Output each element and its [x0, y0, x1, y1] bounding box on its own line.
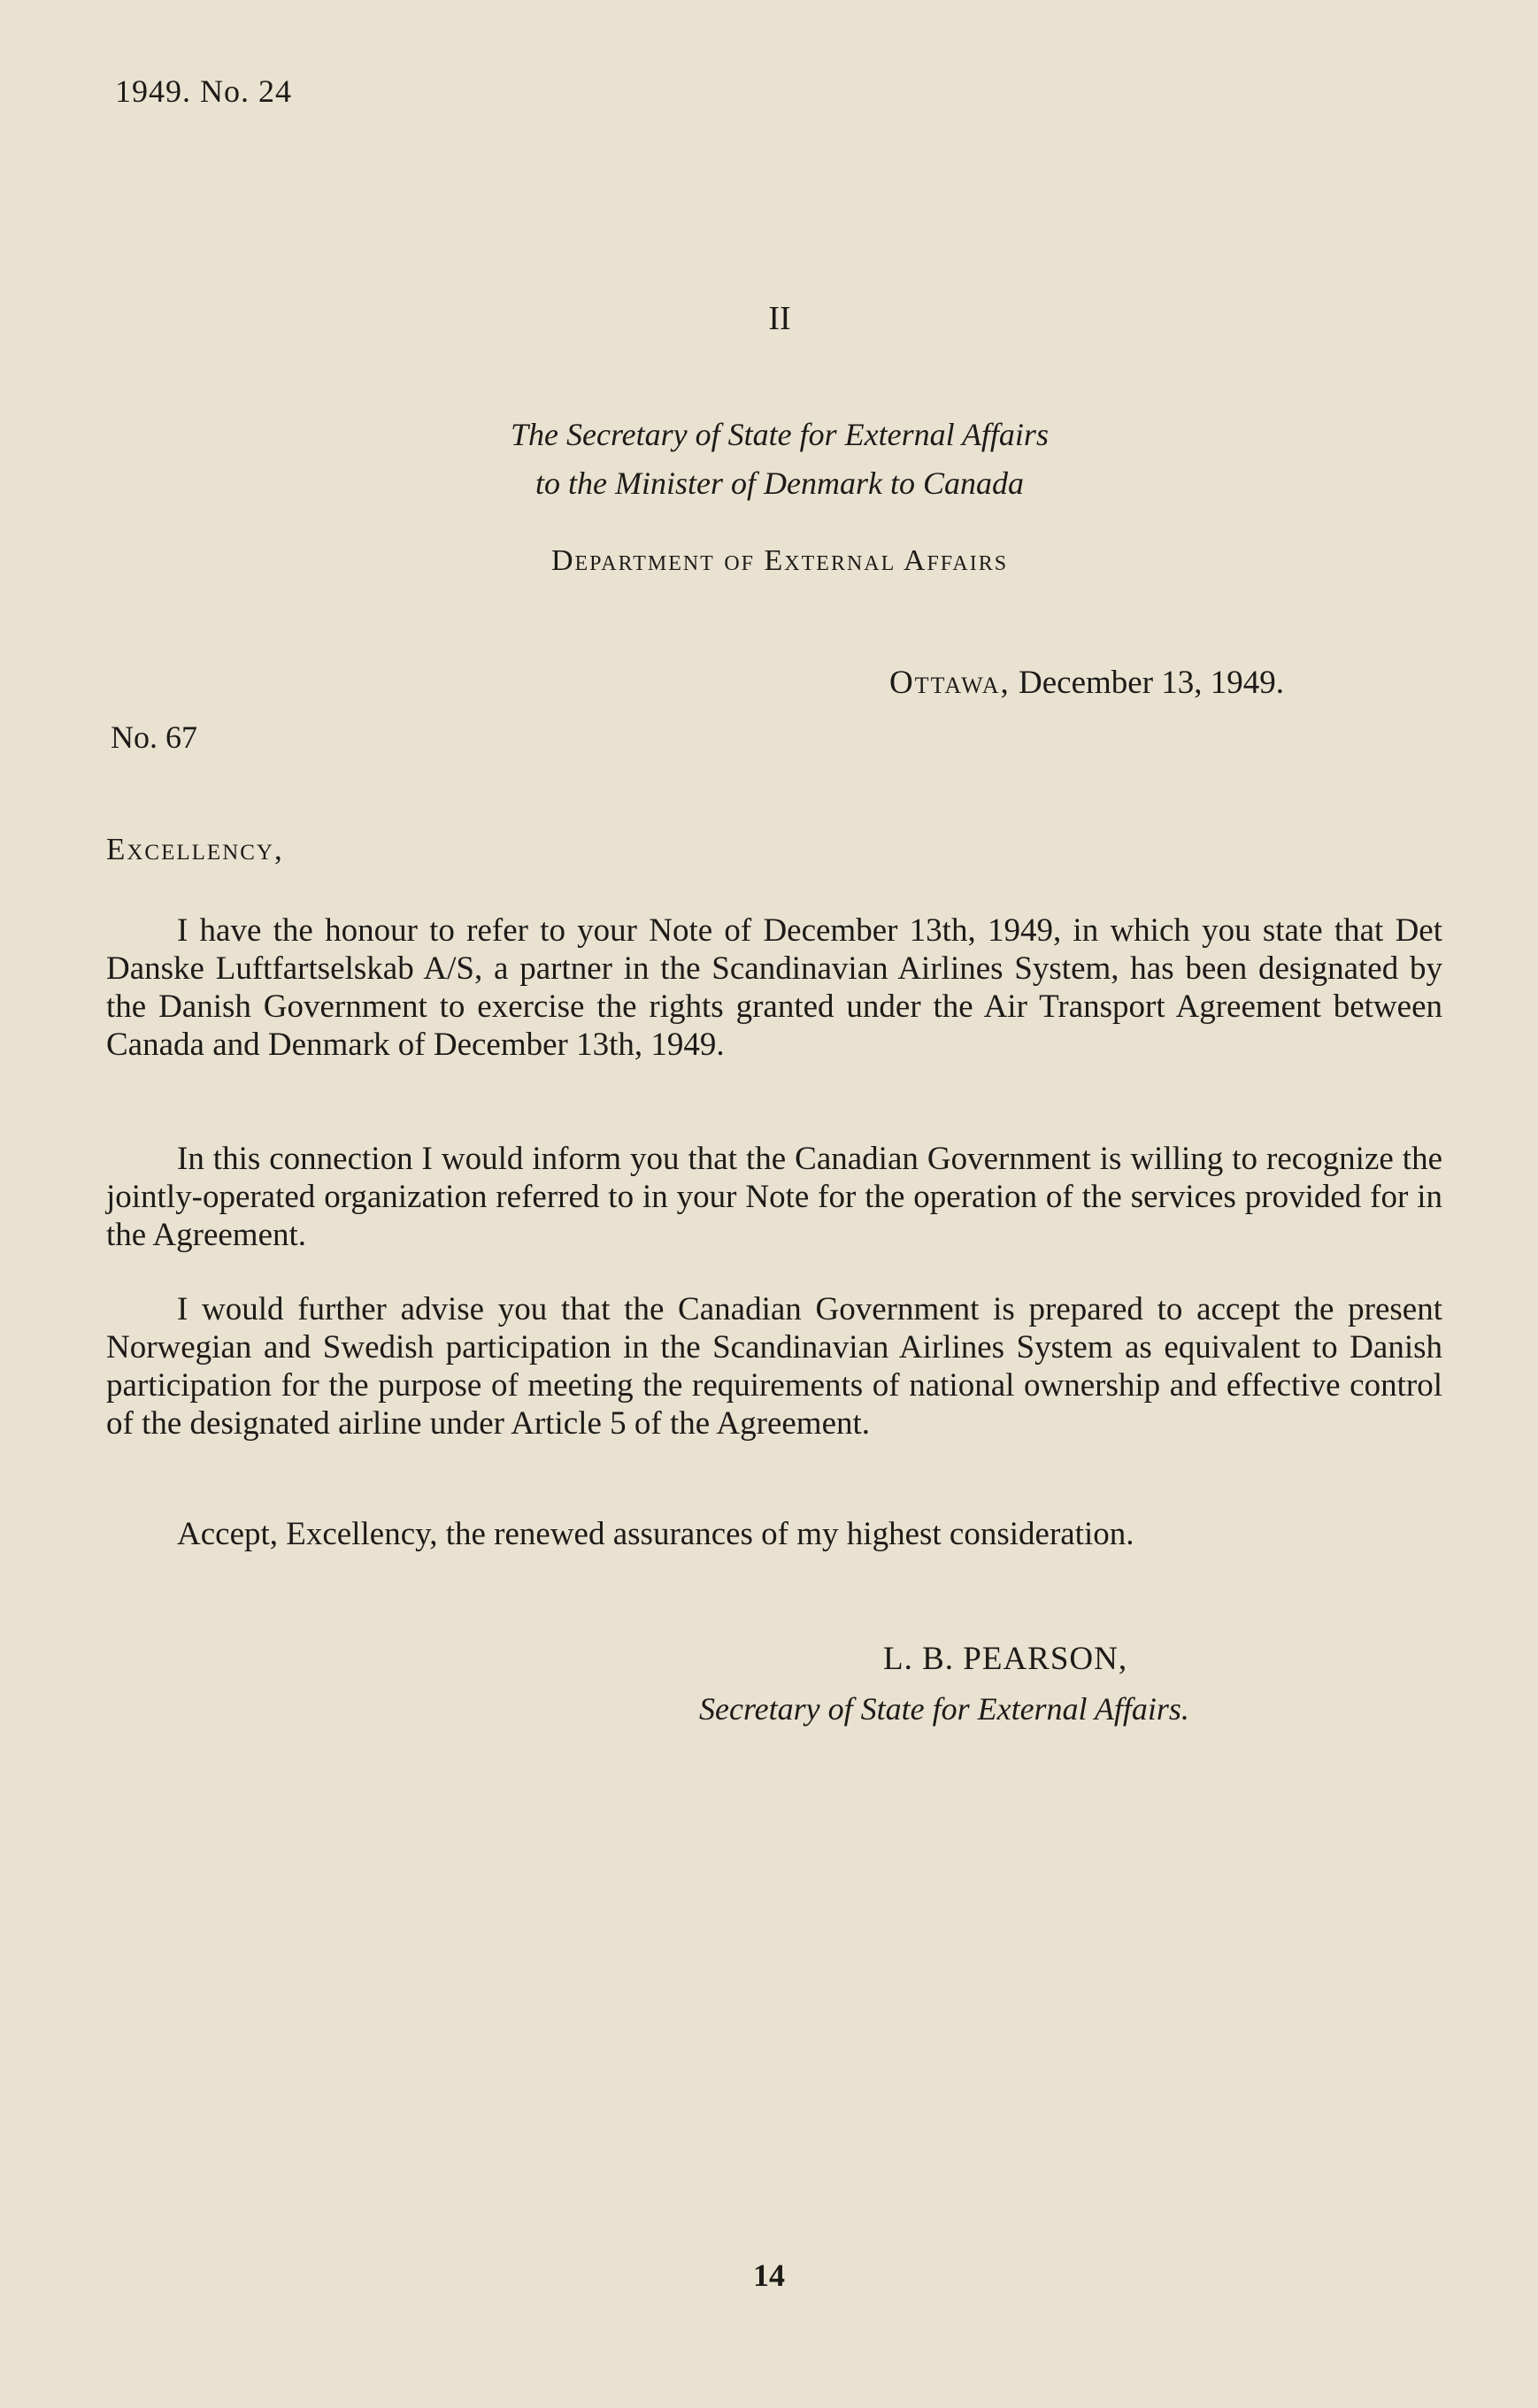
- note-number: No. 67: [111, 719, 197, 755]
- signatory-title: Secretary of State for External Affairs.: [699, 1691, 1189, 1727]
- header-reference: 1949. No. 24: [115, 73, 292, 109]
- place-name: Ottawa,: [889, 665, 1011, 701]
- body-paragraph-2: In this connection I would inform you that the Canadian Government is willing to recognize the jointly-operated organization referred to in your Note for the operation of the services provided for in the Agreement.: [106, 1141, 1442, 1253]
- body-paragraph-1: I have the honour to refer to your Note of December 13th, 1949, in which you state that Det Danske Luftfartselskab A/S, a partner in the Scandinavian Airlines System, has been designated by the Danish Government to exercise the rights granted under the Air Transport Agreement between Canada and Denmark of December 13th, 1949.: [106, 912, 1442, 1063]
- signatory-name: L. B. PEARSON,: [883, 1641, 1128, 1677]
- sender-line: The Secretary of State for External Affairs: [511, 417, 1049, 452]
- note-numeral: II: [768, 300, 791, 337]
- recipient-line: to the Minister of Denmark to Canada: [535, 465, 1024, 501]
- page-number: 14: [753, 2258, 785, 2293]
- closing-paragraph: Accept, Excellency, the renewed assurances of my highest consideration.: [177, 1516, 1134, 1552]
- body-paragraph-3: I would further advise you that the Canadian Government is prepared to accept the present Norwegian and Swedish participation in the Scandinavian Airlines System as equivalent to Danish participation for the purpose of meeting the requirements of national ownership and effective control of the designated airline under Article 5 of the Agreement.: [106, 1291, 1442, 1442]
- place-and-date: [889, 664, 1284, 702]
- salutation: Excellency,: [106, 832, 284, 866]
- department-heading: Department of External Affairs: [550, 544, 1009, 577]
- note-date: December 13, 1949.: [1019, 665, 1285, 701]
